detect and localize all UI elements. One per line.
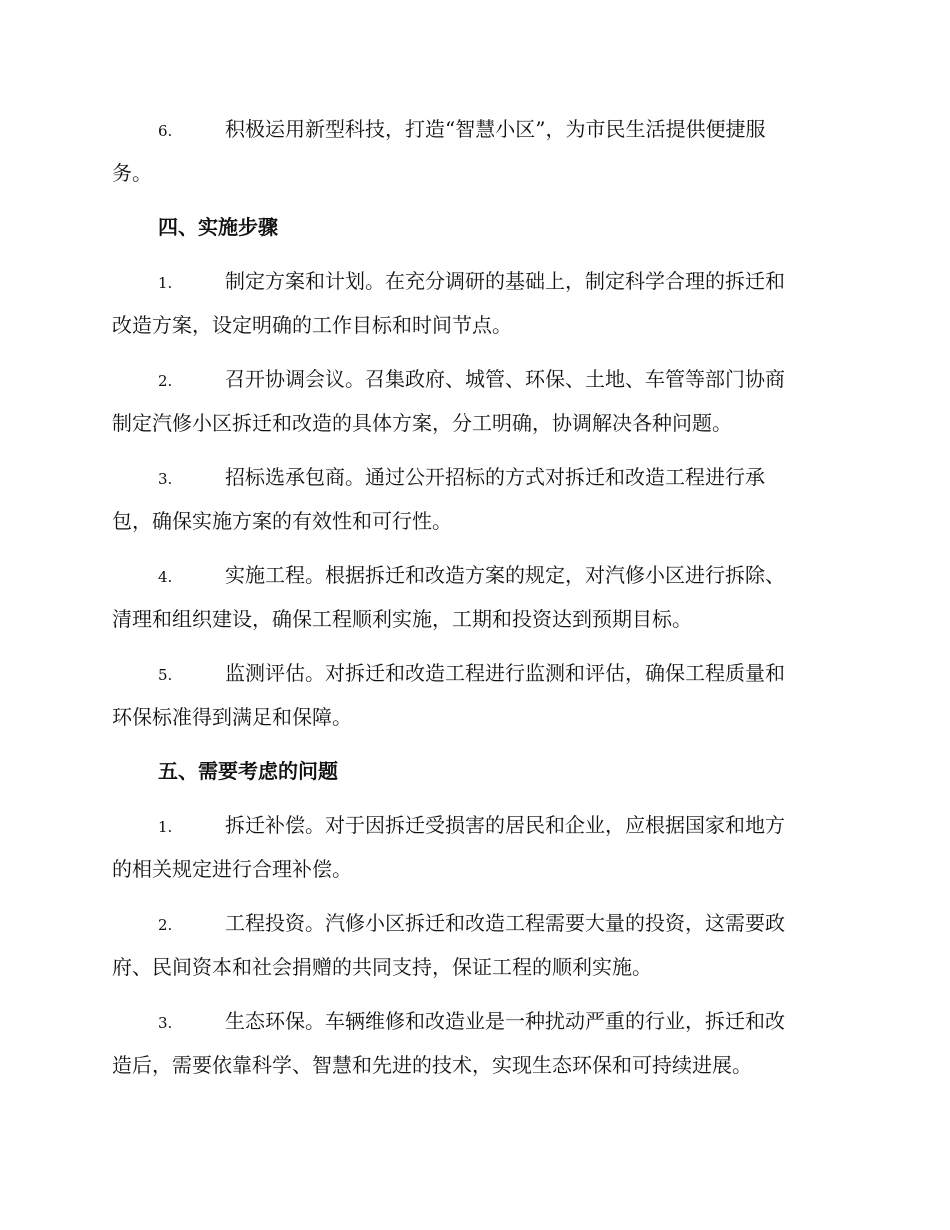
list-item-text-continued: 的相关规定进行合理补偿。 <box>112 857 352 881</box>
list-item <box>112 652 832 738</box>
list-item <box>112 902 832 988</box>
list-item <box>112 108 832 194</box>
list-item-text: 积极运用新型科技，打造“智慧小区”，为市民生活提供便捷服 <box>225 117 766 141</box>
list-item-text: 生态环保。车辆维修和改造业是一种扰动严重的行业，拆迁和改 <box>225 1009 785 1033</box>
list-item <box>112 804 832 890</box>
list-item-number: 4. <box>158 568 173 586</box>
list-item-number: 1. <box>158 818 173 836</box>
list-item-text-continued: 造后，需要依靠科学、智慧和先进的技术，实现生态环保和可持续进展。 <box>112 1053 752 1077</box>
list-item <box>112 260 832 346</box>
list-item-text: 实施工程。根据拆迁和改造方案的规定，对汽修小区进行拆除、 <box>225 563 785 587</box>
list-item-text-continued: 制定汽修小区拆迁和改造的具体方案，分工明确，协调解决各种问题。 <box>112 411 732 435</box>
list-item-first-line <box>112 554 832 598</box>
list-item-text-continued: 府、民间资本和社会捐赠的共同支持，保证工程的顺利实施。 <box>112 955 652 979</box>
list-item <box>112 554 832 640</box>
section-heading: 四、实施步骤 <box>158 215 278 239</box>
list-item-number: 2. <box>158 916 173 934</box>
list-item <box>112 358 832 444</box>
list-item-number: 5. <box>158 666 173 684</box>
list-item-first-line <box>112 804 832 848</box>
list-item-number: 1. <box>158 274 173 292</box>
list-item-text: 拆迁补偿。对于因拆迁受损害的居民和企业，应根据国家和地方 <box>225 813 785 837</box>
list-item-first-line <box>112 456 832 500</box>
list-item-text-continued: 清理和组织建设，确保工程顺利实施，工期和投资达到预期目标。 <box>112 607 692 631</box>
list-item-number: 6. <box>158 122 173 140</box>
list-item-text: 工程投资。汽修小区拆迁和改造工程需要大量的投资，这需要政 <box>225 911 785 935</box>
list-item <box>112 456 832 542</box>
list-item <box>112 1000 832 1086</box>
list-item-number: 2. <box>158 372 173 390</box>
list-item-number: 3. <box>158 1014 173 1032</box>
list-item-first-line <box>112 108 832 152</box>
list-item-first-line <box>112 1000 832 1044</box>
section-heading: 五、需要考虑的问题 <box>158 759 338 783</box>
list-item-number: 3. <box>158 470 173 488</box>
list-item-text: 监测评估。对拆迁和改造工程进行监测和评估，确保工程质量和 <box>225 661 785 685</box>
list-item-text: 招标选承包商。通过公开招标的方式对拆迁和改造工程进行承 <box>225 465 765 489</box>
list-item-text-continued: 改造方案，设定明确的工作目标和时间节点。 <box>112 313 512 337</box>
list-item-text: 召开协调会议。召集政府、城管、环保、土地、车管等部门协商 <box>225 367 785 391</box>
list-item-text: 制定方案和计划。在充分调研的基础上，制定科学合理的拆迁和 <box>225 269 785 293</box>
list-item-first-line <box>112 260 832 304</box>
list-item-first-line <box>112 358 832 402</box>
list-item-text-continued: 环保标准得到满足和保障。 <box>112 705 352 729</box>
list-item-first-line <box>112 652 832 696</box>
list-item-text-continued: 务。 <box>112 161 152 185</box>
list-item-first-line <box>112 902 832 946</box>
list-item-text-continued: 包，确保实施方案的有效性和可行性。 <box>112 509 452 533</box>
